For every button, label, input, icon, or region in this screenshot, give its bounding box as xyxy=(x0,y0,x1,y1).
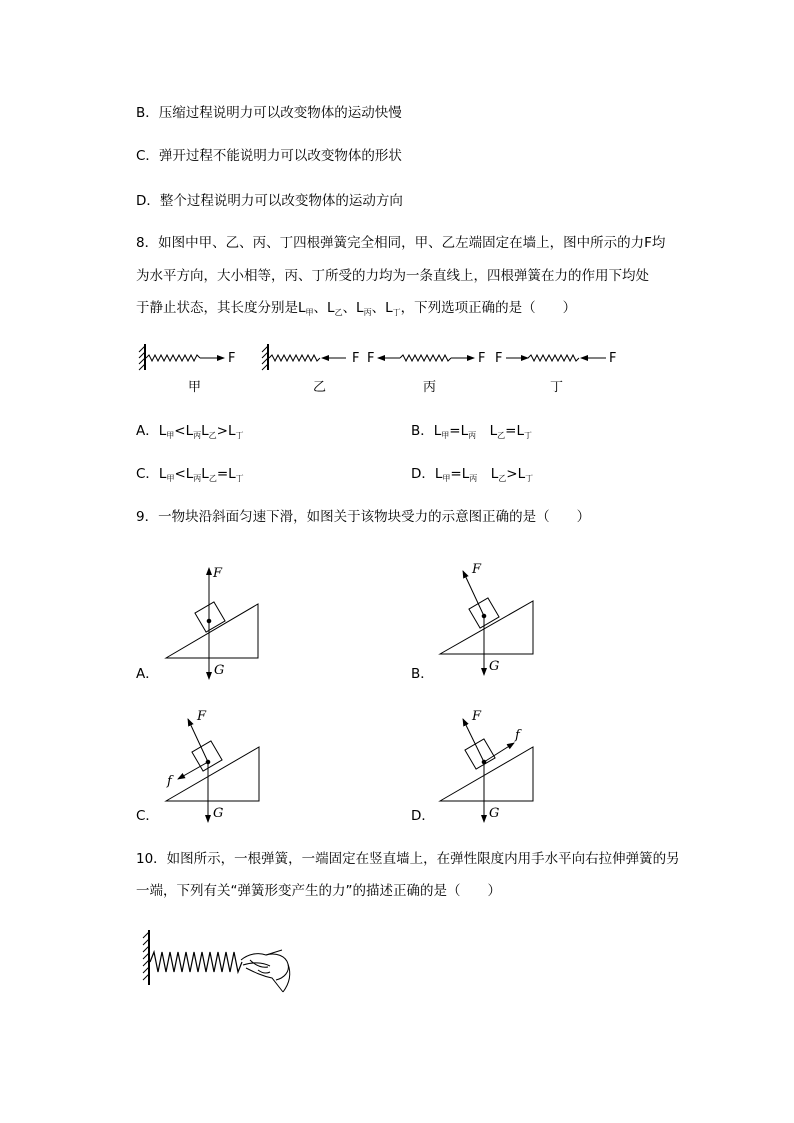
q9d-F-label: F xyxy=(472,709,482,724)
q9-option-b: B． xyxy=(411,666,434,682)
q9d-G-label: G xyxy=(489,806,500,821)
q8-option-c: C．$L_甲<L_丙L_乙=L_丁$ xyxy=(136,466,244,483)
force-label-bing-left: F xyxy=(367,351,375,366)
q9a-G-label: G xyxy=(214,663,225,678)
q9-option-d: D． xyxy=(411,808,435,824)
q8-stem-line1: 8．如图中甲、乙、丙、丁四根弹簧完全相同，甲、乙左端固定在墙上，图中所示的力F均 xyxy=(136,235,666,251)
force-label-ding-left: F xyxy=(495,351,503,366)
q9c-F-label: F xyxy=(197,709,207,724)
label-yi: 乙 xyxy=(313,380,327,395)
force-label-yi: F xyxy=(352,351,360,366)
q10-stem-line2: 一端，下列有关“弹簧形变产生的力”的描述正确的是（ ） xyxy=(136,883,501,899)
q7-option-b: B．压缩过程说明力可以改变物体的运动快慢 xyxy=(136,105,402,121)
label-jia: 甲 xyxy=(188,380,202,395)
q9d-f-label: f xyxy=(515,728,520,743)
q8-option-b: B．$L_甲=L_丙$ $L_乙=L_丁$ xyxy=(411,423,533,440)
label-bing: 丙 xyxy=(423,380,437,395)
q7-option-c: C．弹开过程不能说明力可以改变物体的形状 xyxy=(136,148,402,164)
q7-option-d: D．整个过程说明力可以改变物体的运动方向 xyxy=(136,193,403,209)
q9c-G-label: G xyxy=(213,806,224,821)
q10-stem-line1: 10．如图所示，一根弹簧，一端固定在竖直墙上，在弹性限度内用手水平向右拉伸弹簧的另 xyxy=(136,851,680,867)
q9b-F-label: F xyxy=(472,562,482,577)
q8-option-d: D．$L_甲=L_丙$ $L_乙>L_丁$ xyxy=(411,466,534,483)
q8-option-a: A．$L_甲<L_丙L_乙>L_丁$ xyxy=(136,423,244,440)
q9-option-c: C． xyxy=(136,808,159,824)
force-label-jia: F xyxy=(228,351,236,366)
force-label-ding-right: F xyxy=(609,351,617,366)
q9c-f-label: f xyxy=(167,774,172,789)
force-label-bing-right: F xyxy=(478,351,486,366)
q9a-F-label: F xyxy=(213,566,223,581)
q8-stem-line2: 为水平方向，大小相等，丙、丁所受的力均为一条直线上，四根弹簧在力的作用下均处 xyxy=(136,268,649,284)
label-ding: 丁 xyxy=(550,380,564,395)
q9-option-a: A． xyxy=(136,666,159,682)
q9-stem: 9．一物块沿斜面匀速下滑，如图关于该物块受力的示意图正确的是（ ） xyxy=(136,509,591,525)
q9b-G-label: G xyxy=(489,659,500,674)
q8-stem-line3: 于静止状态，其长度分别是$L_甲$、$L_乙$、$L_丙$、$L_丁$，下列选项正确的是（ ） xyxy=(136,300,577,317)
